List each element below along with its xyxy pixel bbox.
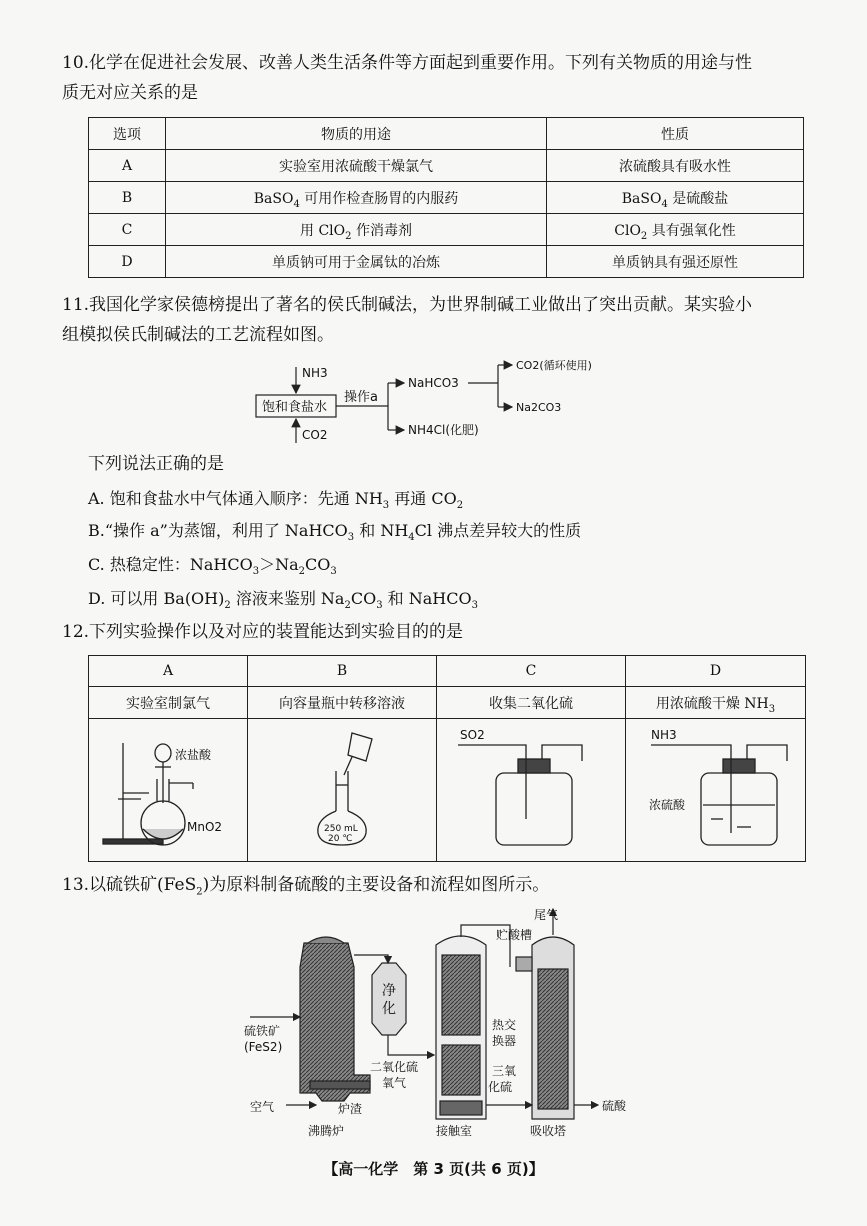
q10-row-b-option: B: [89, 182, 166, 214]
q12-title-c: 收集二氧化硫: [437, 687, 626, 719]
q10-stem-line2: 质无对应关系的是: [62, 83, 198, 103]
q10-row-d-use: 单质钠可用于金属钛的冶炼: [166, 246, 547, 278]
q12-apparatus-d: [626, 719, 806, 862]
q11-stem-line2: 组模拟侯氏制碱法的工艺流程如图。: [62, 325, 334, 345]
q11-option-b[interactable]: B.“操作 a”为蒸馏，利用了 NaHCO$_3$ 和 $NH_4Cl$ 沸点差异较大的性质: [88, 521, 582, 544]
q10-row-d-property: 单质钠具有强还原性: [547, 246, 804, 278]
q10-row-b-property: BaSO$_4$ 是硫酸盐: [547, 182, 804, 214]
flow-operation-a: 操作a: [344, 390, 378, 405]
label-mno2: MnO2: [187, 820, 223, 834]
q10-header-use: 物质的用途: [166, 118, 547, 150]
label-conc-h2so4: 浓硫酸: [648, 798, 685, 812]
volumetric-flask-icon: [262, 723, 422, 853]
flow-nahco3: NaHCO3: [408, 376, 459, 390]
q10-header-property: 性质: [547, 118, 804, 150]
q12-title-d: 用浓硫酸干燥 $NH_3$: [626, 687, 806, 719]
q10-row-b-use: BaSO$_4$ 可用作检查肠胃的内服药: [166, 182, 547, 214]
q11-option-d[interactable]: D. 可以用 $Ba(OH)_2$ 溶液来鉴别 $Na_2CO_3$ 和 NaHCO$_3$: [88, 589, 478, 612]
q11-flow-diagram: [240, 355, 640, 450]
label-air: 空气: [250, 1100, 275, 1114]
q12-stem: 12.下列实验操作以及对应的装置能达到实验目的的是: [62, 622, 464, 642]
q10-row-c-use: 用 ClO$_2$ 作消毒剂: [166, 214, 547, 246]
q12-title-a: 实验室制氯气: [89, 687, 248, 719]
q11-option-a[interactable]: A. 饱和食盐水中气体通入顺序：先通 $NH_3$ 再通 $CO_2$: [88, 489, 464, 512]
label-conc-hcl: 浓盐酸: [175, 748, 212, 762]
gas-collection-bottle-icon: [446, 723, 616, 853]
label-contact-chamber: 接触室: [436, 1124, 473, 1138]
label-slag: 炉渣: [338, 1102, 363, 1116]
label-purify-2: 化: [382, 1001, 396, 1017]
label-sulfuric-acid: 硫酸: [602, 1099, 627, 1113]
label-so3-2: 化硫: [488, 1080, 513, 1094]
q10-row-d-option: D: [89, 246, 166, 278]
q10-row-c-option: C: [89, 214, 166, 246]
flow-co2-in: CO2: [302, 428, 328, 442]
q10-row-a-property: 浓硫酸具有吸水性: [547, 150, 804, 182]
q10-header-option: 选项: [89, 118, 166, 150]
label-acid-tank: 贮酸槽: [496, 928, 533, 942]
q10-row-a-option: A: [89, 150, 166, 182]
q12-col-d-letter: D: [626, 656, 806, 687]
q11-prompt: 下列说法正确的是: [88, 454, 224, 474]
q10-row-c-property: ClO$_2$ 具有强氧化性: [547, 214, 804, 246]
boiling-furnace: [300, 937, 370, 1101]
label-hx-1: 热交: [492, 1018, 517, 1032]
q11-stem: [62, 290, 822, 350]
label-so3-1: 三氧: [492, 1064, 517, 1078]
label-absorption-tower: 吸收塔: [530, 1124, 567, 1138]
q12-col-c-letter: C: [437, 656, 626, 687]
q10-table: [88, 117, 804, 278]
label-hx-2: 换器: [492, 1034, 517, 1048]
q13-process-diagram: [230, 905, 650, 1145]
flow-nh4cl: NH4Cl(化肥): [408, 423, 479, 437]
page-footer: 【高一化学 第 3 页(共 6 页)】: [323, 1160, 544, 1178]
flow-nh3: NH3: [302, 366, 328, 380]
label-so2-1: 二氧化硫: [370, 1060, 419, 1074]
label-pyrite: 硫铁矿: [244, 1024, 281, 1038]
q12-apparatus-a: [89, 719, 248, 862]
label-20c: 20 ℃: [328, 834, 353, 844]
q12-apparatus-b: [248, 719, 437, 862]
q12-col-b-letter: B: [248, 656, 437, 687]
label-tail-gas: 尾气: [534, 908, 559, 922]
q10-row-a-use: 实验室用浓硫酸干燥氯气: [166, 150, 547, 182]
q12-title-b: 向容量瓶中转移溶液: [248, 687, 437, 719]
flow-co2-out: CO2(循环使用): [516, 359, 592, 372]
q10-stem-line1: 10.化学在促进社会发展、改善人类生活条件等方面起到重要作用。下列有关物质的用途与性: [62, 53, 753, 73]
label-pyrite-formula: (FeS2): [244, 1040, 283, 1054]
label-boiling-furnace: 沸腾炉: [308, 1124, 345, 1138]
q12-apparatus-c: [437, 719, 626, 862]
drying-bottle-icon: [631, 723, 801, 853]
label-purify-1: 净: [382, 983, 396, 999]
q12-table: [88, 655, 806, 862]
q10-stem: [62, 48, 822, 108]
q12-col-a-letter: A: [89, 656, 248, 687]
q11-stem-line1: 11.我国化学家侯德榜提出了著名的侯氏制碱法，为世界制碱工业做出了突出贡献。某实验小: [62, 295, 753, 315]
label-so2: SO2: [460, 728, 485, 742]
flow-na2co3: Na2CO3: [516, 401, 562, 414]
q13-stem: 13.以硫铁矿(FeS$_2$)为原料制备硫酸的主要设备和流程如图所示。: [62, 875, 550, 898]
q11-option-c[interactable]: C. 热稳定性：$NaHCO_3>Na_2CO_3$: [88, 555, 337, 578]
label-250ml: 250 mL: [324, 824, 358, 834]
flow-brine-label: 饱和食盐水: [262, 400, 328, 415]
chlorine-apparatus-icon: [93, 723, 243, 853]
label-nh3: NH3: [650, 728, 677, 742]
label-so2-2: 氧气: [382, 1076, 407, 1090]
